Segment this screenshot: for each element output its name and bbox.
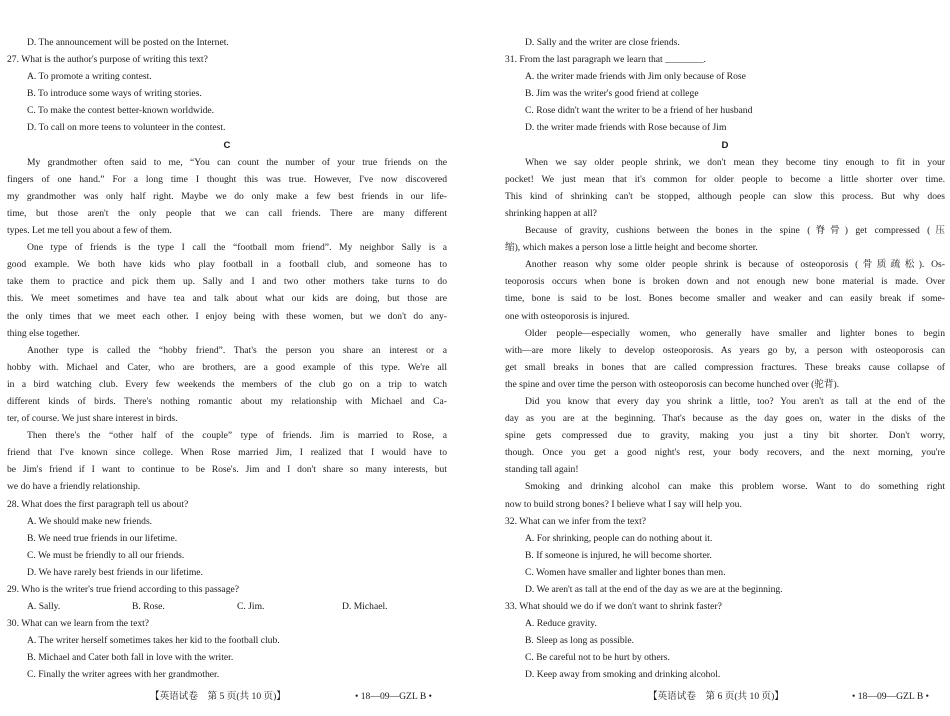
- passage-line: get small breaks in bones that are called compression fractures. These breaks cause collapse of: [505, 361, 945, 373]
- question-30: 30. What can we learn from the text?: [7, 618, 150, 630]
- option-33-d: D. Keep away from smoking and drinking alcohol.: [525, 669, 721, 681]
- option-32-a: A. For shrinking, people can do nothing about it.: [525, 532, 713, 544]
- passage-line: shrinking happen at all?: [505, 207, 597, 219]
- option-31-b: B. Jim was the writer's good friend at college: [525, 88, 699, 100]
- option-29-b: B. Rose.: [132, 601, 165, 613]
- passage-line: Then there's the “other half of the couple” type of friends. Jim is married to Rose, a: [27, 430, 447, 442]
- passage-line: Older people—especially women, who generally have smaller and lighter bones to begin: [525, 327, 945, 339]
- passage-line: though. Once you get a good night's rest, your body recovers, and the next morning, you're: [505, 447, 945, 459]
- option-29-a: A. Sally.: [27, 601, 61, 613]
- option-31-d: D. the writer made friends with Rose because of Jim: [525, 122, 727, 134]
- option-32-d: D. We aren't as tall at the end of the day as we are at the beginning.: [525, 584, 783, 595]
- passage-line: When we say older people shrink, we don't mean they become tiny enough to fit in your: [525, 156, 945, 168]
- passage-line: Because of gravity, cushions between the bones in the spine (脊骨) get compressed (压: [525, 225, 945, 237]
- passage-line: fingers of one hand.” For a long time I thought this was true. However, I've now discovered: [7, 173, 447, 185]
- option-33-c: C. Be careful not to be hurt by others.: [525, 652, 670, 664]
- passage-line: 缩), which makes a person lose a little height and become shorter.: [505, 242, 758, 254]
- question-32: 32. What can we infer from the text?: [505, 515, 647, 527]
- passage-line: be Jim's friend if I want to continue to be Rose's. Jim and I don't share so many interests, but: [7, 464, 447, 476]
- passage-line: good example. We both have kids who play football in a football club, and someone has to: [7, 259, 447, 271]
- option-33-b: B. Sleep as long as possible.: [525, 635, 634, 647]
- option-27-a: A. To promote a writing contest.: [27, 71, 152, 83]
- section-heading-c: C: [223, 139, 231, 151]
- option-28-a: A. We should make new friends.: [27, 515, 153, 527]
- passage-line: friend that I've known since college. When Rose married Jim, I realized that I would have to: [7, 447, 447, 459]
- passage-line: the spine and over time the person with osteoporosis can become hunched over (驼背).: [505, 378, 840, 390]
- passage-line: This kind of shrinking can't be stopped, although people can slow this process. But why does: [505, 190, 945, 202]
- page-footer-right-label: 【英语试卷 第 6 页(共 10 页)】: [648, 691, 784, 702]
- passage-line: day as you are at the beginning. That's because as the day goes on, water in the disks of the: [505, 413, 945, 425]
- passage-line: hobby with. Michael and Cater, who are brothers, are a good example of this type. We're all: [7, 361, 447, 373]
- options-29: [7, 598, 447, 615]
- option-30-b: B. Michael and Cater both fall in love with the writer.: [27, 652, 234, 664]
- option-28-b: B. We need true friends in our lifetime.: [27, 532, 178, 544]
- passage-line: One type of friends is the type I call the “football mom friend”. My neighbor Sally is a: [27, 242, 447, 254]
- option-32-c: C. Women have smaller and lighter bones than men.: [525, 566, 726, 578]
- question-29: 29. Who is the writer's true friend according to this passage?: [7, 584, 240, 595]
- passage-line: now to build strong bones? I believe what I say will help you.: [505, 498, 742, 510]
- question-28: 28. What does the first paragraph tell us about?: [7, 498, 189, 510]
- option-26-d: D. The announcement will be posted on the Internet.: [27, 37, 229, 48]
- right-column: [505, 34, 945, 684]
- passage-line: types. Let me tell you about a few of them.: [7, 225, 172, 237]
- option-28-c: C. We must be friendly to all our friends.: [27, 549, 185, 561]
- option-27-c: C. To make the contest better-known worldwide.: [27, 105, 215, 117]
- question-27: 27. What is the author's purpose of writing this text?: [7, 54, 208, 66]
- passage-line: Smoking and drinking alcohol can make this problem worse. Want to do something right: [525, 481, 945, 493]
- option-31-a: A. the writer made friends with Jim only because of Rose: [525, 71, 746, 83]
- section-heading-d: D: [721, 139, 729, 151]
- passage-line: time, but those aren't the only people that we can call friends. There are many different: [7, 207, 447, 219]
- page-footer-left-label: 【英语试卷 第 5 页(共 10 页)】: [150, 691, 286, 702]
- option-27-d: D. To call on more teens to volunteer in the contest.: [27, 122, 226, 134]
- option-29-d: D. Michael.: [342, 601, 388, 613]
- option-30-c: C. Finally the writer agrees with her grandmother.: [27, 669, 220, 681]
- passage-line: spine gets compressed due to gravity, making you just a tiny bit shorter. Don't worry,: [505, 430, 945, 442]
- option-27-b: B. To introduce some ways of writing stories.: [27, 88, 202, 100]
- option-28-d: D. We have rarely best friends in our lifetime.: [27, 566, 203, 578]
- passage-line: My grandmother often said to me, “You can count the number of your true friends on the: [27, 156, 447, 168]
- left-column: [7, 34, 447, 684]
- passage-line: Did you know that every day you shrink a little, too? You aren't as tall at the end of the: [525, 395, 945, 407]
- question-31: 31. From the last paragraph we learn that ________.: [505, 54, 706, 66]
- passage-line: we do have a friendly relationship.: [7, 481, 141, 493]
- page-footer-left-code: • 18—09—GZL B •: [355, 691, 432, 702]
- passage-line: take them to practice and pick them up. Sally and I and two other mothers take turns to do: [7, 276, 447, 288]
- passage-line: this. We meet sometimes and have tea and talk about what our kids are doing, but those are: [7, 293, 447, 305]
- passage-line: ter, of course. We just share interest in birds.: [7, 413, 178, 425]
- passage-line: thing else together.: [7, 327, 80, 339]
- passage-line: the only times that we meet each other. I enjoy being with these women, but we don't do any-: [7, 310, 447, 322]
- passage-line: different kinds of birds. There's nothing romantic about my relationship with Michael and Ca-: [7, 395, 447, 407]
- passage-line: time, bone is said to be lost. Bones become smaller and weaker and can easily break if some-: [505, 293, 945, 305]
- passage-line: my grandmother was only half right. Maybe we do only make a few best friends in our life-: [7, 190, 447, 202]
- passage-line: Another reason why some older people shrink is because of osteoporosis (骨质疏松). Os-: [525, 259, 945, 271]
- option-32-b: B. If someone is injured, he will become shorter.: [525, 549, 712, 561]
- passage-line: in a bird watching club. Every few weekends the members of the club go on a trip to watch: [7, 378, 447, 390]
- option-29-c: C. Jim.: [237, 601, 265, 613]
- option-30-d: D. Sally and the writer are close friends.: [525, 37, 680, 48]
- page-footer-right-code: • 18—09—GZL B •: [852, 691, 929, 702]
- passage-line: standing tall again!: [505, 464, 579, 476]
- option-30-a: A. The writer herself sometimes takes her kid to the football club.: [27, 635, 280, 647]
- question-33: 33. What should we do if we don't want to shrink faster?: [505, 601, 722, 613]
- passage-line: with—are more likely to develop osteoporosis. As years go by, a person with osteoporosis can: [505, 344, 945, 356]
- passage-line: pocket! We just mean that it's common for older people to become a little shorter over time.: [505, 173, 945, 185]
- passage-line: one with osteoporosis is injured.: [505, 310, 630, 322]
- passage-line: Another type is called the “hobby friend”. That's the person you share an interest or a: [27, 344, 447, 356]
- option-33-a: A. Reduce gravity.: [525, 618, 597, 630]
- option-31-c: C. Rose didn't want the writer to be a friend of her husband: [525, 105, 753, 117]
- passage-line: teoporosis occurs when bone is broken down and not enough new bone material is made. Over: [505, 276, 945, 288]
